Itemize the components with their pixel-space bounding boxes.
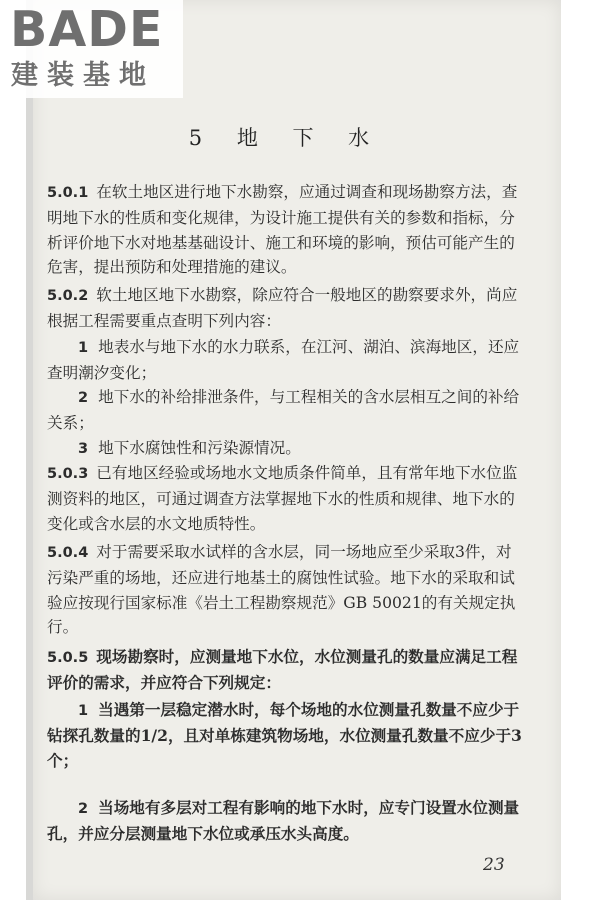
page-number: 23 xyxy=(483,855,505,875)
item-text: 当遇第一层稳定潜水时，每个场地的水位测量孔数量不应少于钻探孔数量的1/2，且对单栋建筑物场地，水位测量孔数量不应少于3个； xyxy=(47,700,522,770)
clause-5-0-2 xyxy=(47,283,525,334)
clause-5-0-2-item-3 xyxy=(47,436,525,462)
clause-text: 软土地区地下水勘察，除应符合一般地区的勘察要求外，尚应根据工程需要重点查明下列内容： xyxy=(47,286,518,330)
item-number: 1 xyxy=(78,703,89,719)
item-number: 3 xyxy=(78,441,89,457)
chapter-title: 5 地 下 水 xyxy=(188,126,384,150)
clause-5-0-2-item-1 xyxy=(47,335,525,386)
clause-number: 5.0.1 xyxy=(47,185,89,201)
clause-5-0-5-item-1 xyxy=(47,698,525,773)
watermark-logo xyxy=(0,0,183,98)
item-number: 2 xyxy=(78,801,89,817)
clause-text: 现场勘察时，应测量地下水位，水位测量孔的数量应满足工程评价的需求，并应符合下列规定： xyxy=(47,647,518,692)
clause-number: 5.0.3 xyxy=(47,466,89,482)
clause-5-0-4 xyxy=(47,540,525,640)
clause-text: 已有地区经验或场地水文地质条件简单，且有常年地下水位监测资料的地区，可通过调查方法掌握地下水的性质和规律、地下水的变化或含水层的水文地质特性。 xyxy=(47,464,518,533)
clause-text: 在软土地区进行地下水勘察，应通过调查和现场勘察方法，查明地下水的性质和变化规律，为设计施工提供有关的参数和指标，分析评价地下水对地基基础设计、施工和环境的影响，预估可能产生的危害，提出预防和处理措施的建议。 xyxy=(47,183,518,277)
logo-wordmark: BADE xyxy=(10,1,164,58)
clause-5-0-3 xyxy=(47,461,525,536)
clause-5-0-1 xyxy=(47,180,525,280)
clause-5-0-2-item-2 xyxy=(47,385,525,436)
clause-5-0-5 xyxy=(47,645,525,696)
page-edge xyxy=(26,0,33,900)
item-number: 1 xyxy=(78,340,89,356)
clause-5-0-5-item-2 xyxy=(47,796,525,847)
item-number: 2 xyxy=(78,390,89,406)
item-text: 地下水的补给排泄条件，与工程相关的含水层相互之间的补给关系； xyxy=(47,388,520,432)
item-text: 当场地有多层对工程有影响的地下水时，应专门设置水位测量孔，并应分层测量地下水位或承压水头高度。 xyxy=(47,798,520,843)
item-text: 地下水腐蚀性和污染源情况。 xyxy=(98,439,301,457)
clause-number: 5.0.5 xyxy=(47,650,89,666)
clause-number: 5.0.2 xyxy=(47,288,89,304)
clause-text: 对于需要采取水试样的含水层，同一场地应至少采取3件，对污染严重的场地，还应进行地基土的腐蚀性试验。地下水的采取和试验应按现行国家标准《岩土工程勘察规范》GB 50021的有关规定执行。 xyxy=(47,543,516,637)
item-text: 地表水与地下水的水力联系，在江河、湖泊、滨海地区，还应查明潮汐变化； xyxy=(47,338,520,382)
clause-number: 5.0.4 xyxy=(47,545,89,561)
logo-subtitle: 建装基地 xyxy=(11,60,155,91)
